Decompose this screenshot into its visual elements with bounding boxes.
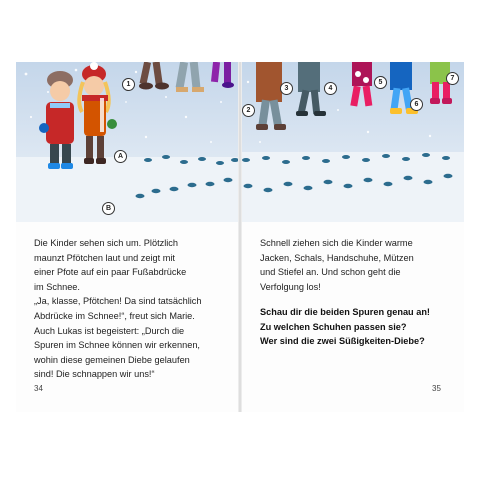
story-line: und Stiefel an. Und schon geht die [260,267,401,278]
story-line: Spuren im Schnee können wir erkennen, [34,340,200,351]
right-illustration [240,62,464,222]
story-line: Auch Lukas ist begeistert: „Durch die [34,325,185,336]
marker-b: B [102,202,115,215]
story-line: sind! Die schnappen wir uns!“ [34,369,155,380]
right-page [240,62,464,412]
marker-2: 2 [242,104,255,117]
puzzle-task [260,305,460,349]
story-line: Schnell ziehen sich die Kinder warme [260,238,413,248]
story-line: maunzt Pfötchen laut und zeigt mit [34,252,175,263]
marker-7: 7 [446,72,459,85]
task-line: Zu welchen Schuhen passen sie? [260,321,407,332]
winter-scene-right [240,62,464,222]
marker-a: A [114,150,127,163]
story-line: wohin diese gemeinen Diebe gelaufen [34,354,190,365]
page-number-left: 34 [34,384,43,393]
story-line: Jacken, Schals, Handschuhe, Mützen [260,252,414,263]
story-line: „Ja, klasse, Pfötchen! Da sind tatsächlich [34,296,202,307]
story-line: Verfolgung los! [260,281,321,292]
left-story-text [34,236,230,382]
marker-4: 4 [324,82,337,95]
right-story-text [260,236,456,294]
story-line: einer Pfote auf ein paar Fußabdrücke [34,267,187,278]
book-gutter [238,62,242,412]
marker-1: 1 [122,78,135,91]
story-line: im Schnee. [34,281,80,292]
left-page [16,62,240,412]
marker-6: 6 [410,98,423,111]
task-line: Schau dir die beiden Spuren genau an! [260,307,430,317]
book-spread [16,62,464,412]
marker-5: 5 [374,76,387,89]
story-line: Abdrücke im Schnee!“, freut sich Marie. [34,310,195,321]
marker-3: 3 [280,82,293,95]
page-number-right: 35 [432,384,441,393]
story-line: Die Kinder sehen sich um. Plötzlich [34,238,179,248]
task-line: Wer sind die zwei Süßigkeiten-Diebe? [260,336,425,347]
